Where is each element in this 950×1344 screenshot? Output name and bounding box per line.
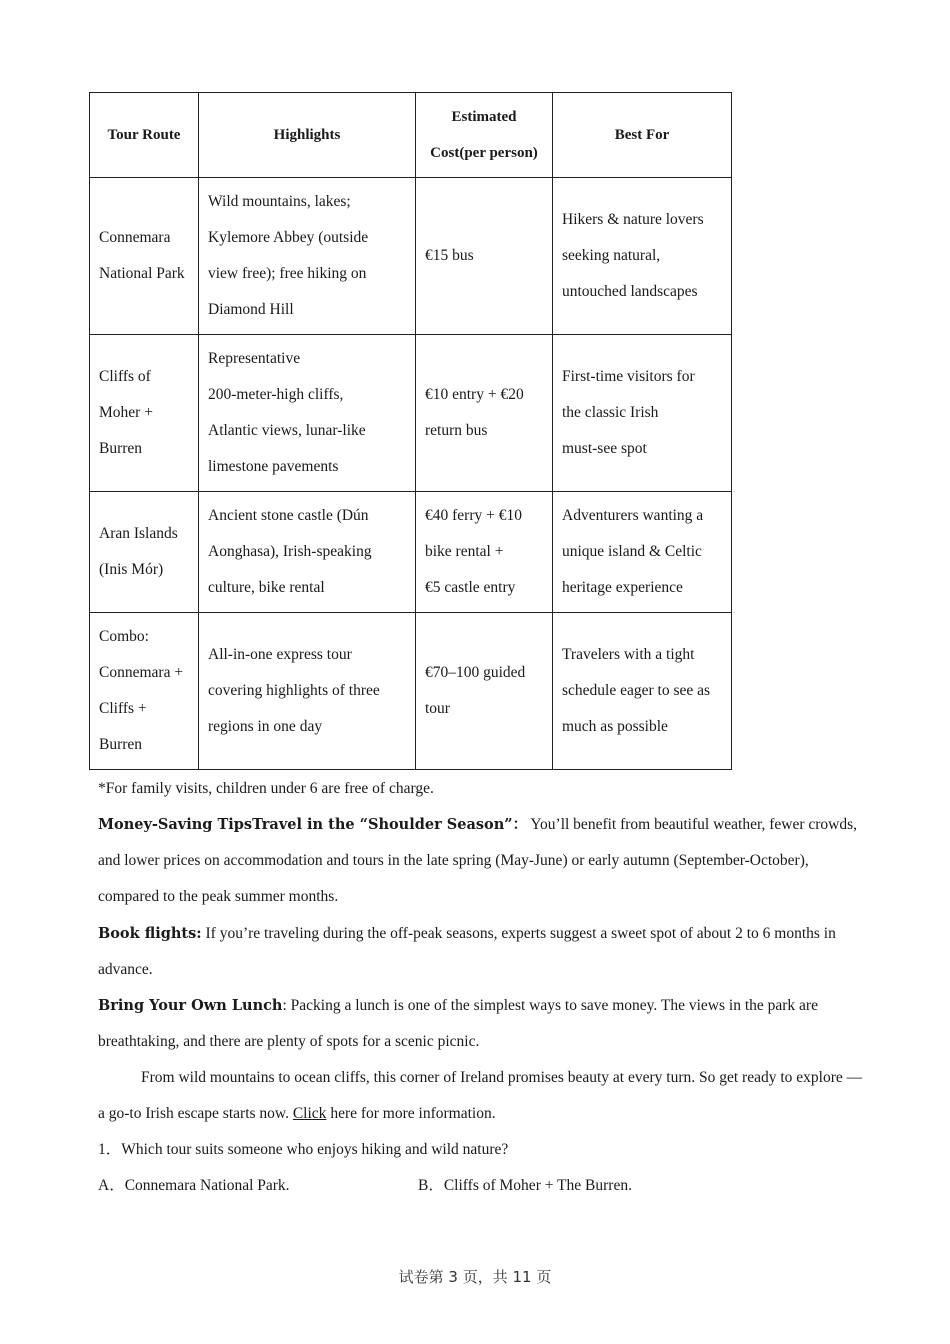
cost-cell: €70–100 guided tour bbox=[416, 613, 553, 770]
table-row bbox=[90, 335, 732, 492]
table-row bbox=[90, 178, 732, 335]
route-cell: Aran Islands (Inis Mór) bbox=[90, 492, 199, 613]
best-for-cell: Adventurers wanting a unique island & Celtic heritage experience bbox=[553, 492, 732, 613]
cost-cell: €15 bus bbox=[416, 178, 553, 335]
best-for-cell: First-time visitors for the classic Irish must-see spot bbox=[553, 335, 732, 492]
option-a[interactable]: A．Connemara National Park. bbox=[98, 1177, 290, 1194]
route-cell: Cliffs of Moher + Burren bbox=[90, 335, 199, 492]
tip-text: If you’re traveling during the off-peak seasons, experts suggest a sweet spot of about 2 to 6 months in advance. bbox=[98, 925, 836, 978]
tip-shoulder-season bbox=[98, 807, 868, 915]
cost-cell: €10 entry + €20 return bus bbox=[416, 335, 553, 492]
closing-paragraph bbox=[98, 1060, 868, 1132]
best-for-cell: Hikers & nature lovers seeking natural, untouched landscapes bbox=[553, 178, 732, 335]
table-row bbox=[90, 613, 732, 770]
tip-text: : Packing a lunch is one of the simplest ways to save money. The views in the park are breathtaking, and there are plenty of spots for a scenic picnic. bbox=[98, 997, 818, 1050]
tour-table bbox=[89, 92, 732, 770]
header-highlights: Highlights bbox=[199, 93, 416, 178]
question-1: 1．Which tour suits someone who enjoys hiking and wild nature? bbox=[98, 1141, 509, 1158]
tip-text: You’ll benefit from beautiful weather, fewer crowds, and lower prices on accommodation and tours in the late spring (May-June) or early autumn (September-October), compared to the peak summer months. bbox=[98, 816, 858, 905]
closing-text: From wild mountains to ocean cliffs, this corner of Ireland promises beauty at every turn. So get ready to explore — a go-to Irish escape starts now. bbox=[98, 1069, 863, 1122]
footnote: *For family visits, children under 6 are free of charge. bbox=[98, 780, 434, 797]
tip-lead: Book flights: bbox=[98, 925, 202, 942]
option-b[interactable]: B．Cliffs of Moher + The Burren. bbox=[418, 1177, 632, 1194]
closing-text-end: here for more information. bbox=[326, 1105, 496, 1122]
page-footer: 试卷第 3 页，共 11 页 bbox=[398, 1268, 552, 1286]
table-row bbox=[90, 492, 732, 613]
tip-lead: Money-Saving TipsTravel in the “Shoulder Season”： bbox=[98, 816, 528, 833]
highlights-cell: All-in-one express tour covering highlights of three regions in one day bbox=[199, 613, 416, 770]
route-cell: Combo: Connemara + Cliffs + Burren bbox=[90, 613, 199, 770]
highlights-cell: Ancient stone castle (Dún Aonghasa), Irish-speaking culture, bike rental bbox=[199, 492, 416, 613]
header-estimated-cost: Estimated Cost(per person) bbox=[416, 93, 553, 178]
table-header-row bbox=[90, 93, 732, 178]
click-link[interactable]: Click bbox=[292, 1105, 327, 1122]
highlights-cell: Wild mountains, lakes; Kylemore Abbey (outside view free); free hiking on Diamond Hill bbox=[199, 178, 416, 335]
highlights-cell: Representative 200-meter-high cliffs, Atlantic views, lunar-like limestone pavements bbox=[199, 335, 416, 492]
tip-book-flights bbox=[98, 916, 868, 988]
cost-cell: €40 ferry + €10 bike rental + €5 castle entry bbox=[416, 492, 553, 613]
header-tour-route: Tour Route bbox=[90, 93, 199, 178]
route-cell: Connemara National Park bbox=[90, 178, 199, 335]
best-for-cell: Travelers with a tight schedule eager to see as much as possible bbox=[553, 613, 732, 770]
tip-bring-lunch bbox=[98, 988, 868, 1060]
tip-lead: Bring Your Own Lunch bbox=[98, 997, 283, 1014]
header-best-for: Best For bbox=[553, 93, 732, 178]
